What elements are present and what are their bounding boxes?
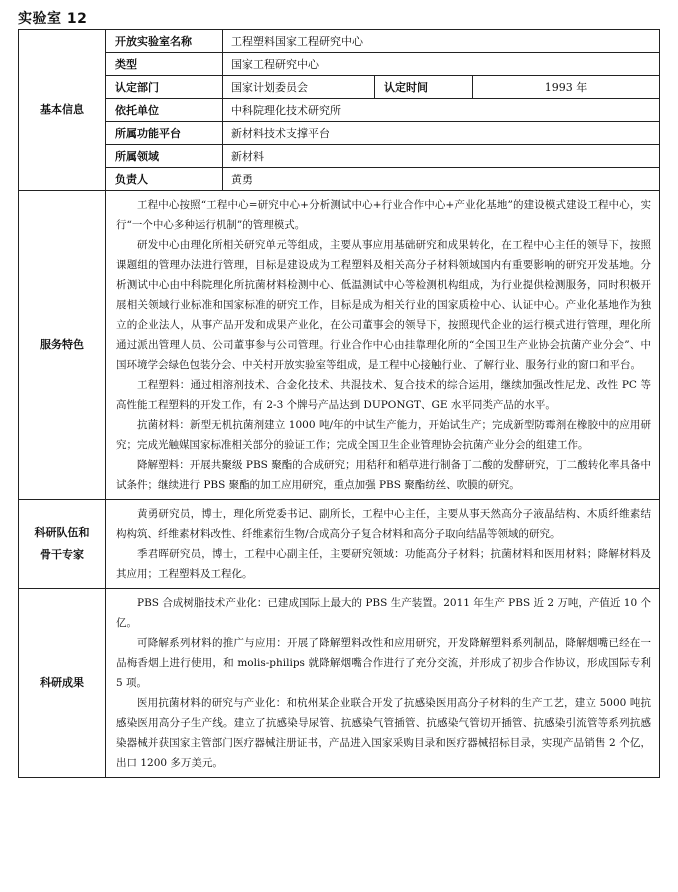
section-team-line2: 骨干专家 — [40, 548, 84, 561]
lab-info-table — [18, 29, 660, 778]
section-achievements: 科研成果 — [19, 589, 106, 778]
row-platform — [19, 122, 660, 145]
row-type — [19, 53, 660, 76]
label-field: 所属领域 — [106, 145, 223, 168]
value-lab-name: 工程塑料国家工程研究中心 — [223, 30, 660, 53]
label-host-unit: 依托单位 — [106, 99, 223, 122]
section-services: 服务特色 — [19, 191, 106, 500]
value-field: 新材料 — [223, 145, 660, 168]
achievements-paragraph: PBS 合成树脂技术产业化：已建成国际上最大的 PBS 生产装置。2011 年生产 PBS 近 2 万吨，产值近 10 个亿。 — [116, 597, 651, 629]
team-text — [106, 500, 660, 589]
services-text — [106, 191, 660, 500]
label-certifying-dept: 认定部门 — [106, 76, 223, 99]
value-certifying-dept: 国家计划委员会 — [223, 76, 375, 99]
section-team-line1: 科研队伍和 — [34, 526, 90, 539]
services-paragraph: 工程塑料：通过相溶剂技术、合金化技术、共混技术、复合技术的综合运用，继续加强改性尼龙、改性 PC 等高性能工程塑料的开发工作，有 2-3 个牌号产品达到 DUPONGT、GE 水平同类产品的水平。 — [116, 379, 651, 411]
team-paragraph: 黄勇研究员，博士，理化所党委书记、副所长，工程中心主任，主要从事天然高分子液晶结构、木质纤维素结构构筑、纤维素材料改性、纤维素衍生物/合成高分子复合材料和高分子取向结晶等领域的研究。 — [116, 508, 651, 540]
page-title: 实验室 12 — [18, 11, 88, 27]
label-leader: 负责人 — [106, 168, 223, 191]
value-platform: 新材料技术支撑平台 — [223, 122, 660, 145]
row-leader — [19, 168, 660, 191]
row-field — [19, 145, 660, 168]
section-basic-info: 基本信息 — [19, 30, 106, 191]
services-paragraph: 抗菌材料：新型无机抗菌剂建立 1000 吨/年的中试生产能力，开始试生产；完成新型防霉剂在橡胶中的应用研究；完成光触媒国家标准相关部分的验证工作；完成全国卫生企业管理协会抗菌产业分会的组建工作。 — [116, 419, 651, 451]
row-lab-name — [19, 30, 660, 53]
label-certified-time: 认定时间 — [375, 76, 473, 99]
value-type: 国家工程研究中心 — [223, 53, 660, 76]
services-paragraph: 降解塑料：开展共聚级 PBS 聚酯的合成研究；用秸秆和稻草进行制备丁二酸的发酵研究，丁二酸转化率具备中试条件；继续进行 PBS 聚酯的加工应用研究，重点加强 PBS 聚酯纺丝、吹膜的研究。 — [116, 459, 651, 491]
label-lab-name: 开放实验室名称 — [106, 30, 223, 53]
value-leader: 黄勇 — [223, 168, 660, 191]
label-platform: 所属功能平台 — [106, 122, 223, 145]
row-achievements — [19, 589, 660, 778]
services-paragraph: 工程中心按照“工程中心=研究中心+分析测试中心+行业合作中心+产业化基地”的建设模式建设工程中心，实行“一个中心多种运行机制”的管理模式。 — [116, 199, 651, 231]
value-host-unit: 中科院理化技术研究所 — [223, 99, 660, 122]
services-paragraph: 研发中心由理化所相关研究单元等组成，主要从事应用基础研究和成果转化，在工程中心主任的领导下，按照课题组的管理办法进行管理，目标是建设成为工程塑料及相关高分子材料领域国内有重要影响的研究开发基地。分析测试中心由中科院理化所抗菌材料检测中心、低温测试中心等检测机构组成，为行业提供检测服务，同时积极开展相关领域行业标准和国家标准的研究工作，目标是成为相关行业的国家质检中心、认证中心。产业化基地作为独立的企业法人，从事产品开发和成果产业化，在公司董事会的领导下，按照现代企业的运行模式进行管理，理化所通过派出管理人员、公司董事参与公司管理。行业合作中心由挂靠理化所的“全国卫生产业协会抗菌产业分会”、中国环境学会绿色包装分会、中关村开放实验室等组成，是工程中心接触行业、了解行业、服务行业的窗口和平台。 — [116, 239, 651, 371]
achievements-paragraph: 可降解系列材料的推广与应用：开展了降解塑料改性和应用研究，开发降解塑料系列制品，降解烟嘴已经在一品梅香烟上进行使用，和 molis-philips 就降解烟嘴合作进行了充分交流，并形成了初步合作协议，形成国际专利 5 项。 — [116, 637, 651, 689]
achievements-paragraph: 医用抗菌材料的研究与产业化：和杭州某企业联合开发了抗感染医用高分子材料的生产工艺，建立 5000 吨抗感染医用高分子生产线。建立了抗感染导尿管、抗感染气管插管、抗感染气管切开插管、抗感染引流管等系列抗感染器械并获国家主管部门医疗器械注册证书，产品进入国家采购目录和医疗器械招标目录，实现产品销售 2 个亿，出口 1200 多万美元。 — [116, 697, 651, 769]
row-certifying-dept — [19, 76, 660, 99]
row-team — [19, 500, 660, 589]
section-team — [19, 500, 106, 589]
value-certified-time: 1993 年 — [473, 76, 660, 99]
row-services — [19, 191, 660, 500]
achievements-text — [106, 589, 660, 778]
row-host-unit — [19, 99, 660, 122]
label-type: 类型 — [106, 53, 223, 76]
team-paragraph: 季君晖研究员，博士，工程中心副主任，主要研究领域：功能高分子材料；抗菌材料和医用材料；降解材料及其应用；工程塑料及工程化。 — [116, 548, 651, 580]
